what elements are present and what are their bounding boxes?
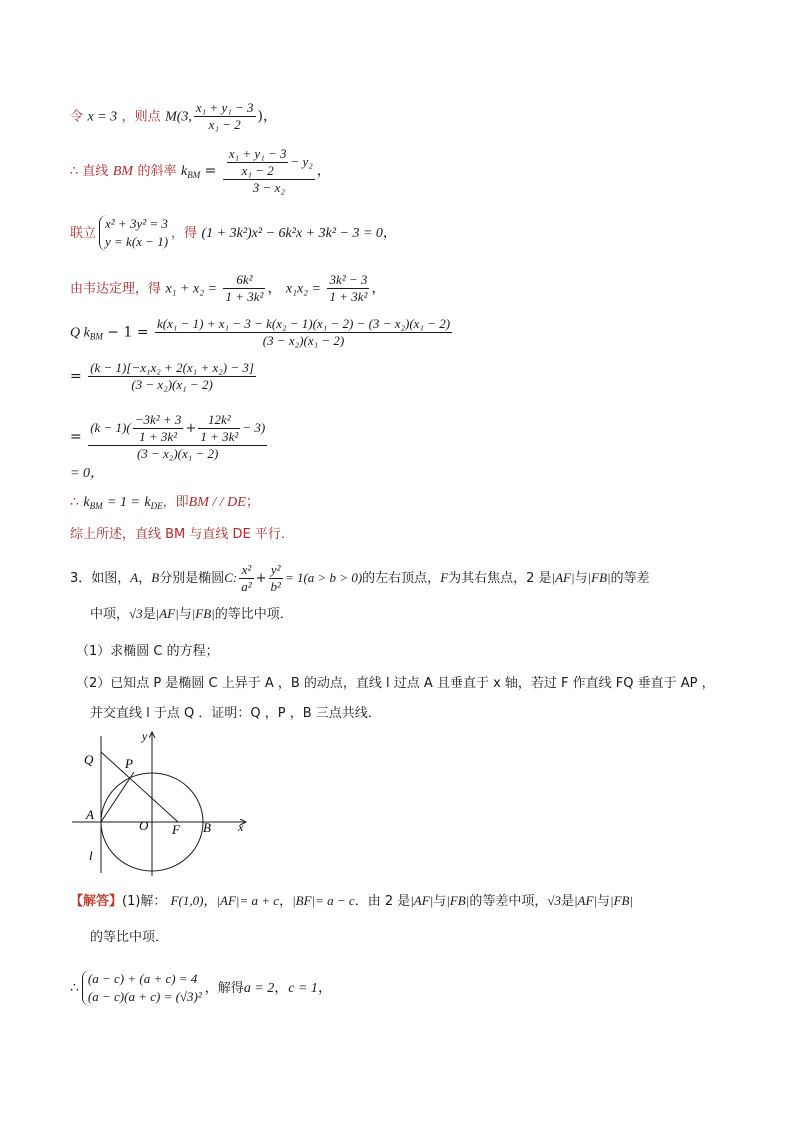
segment-qf: [101, 752, 178, 822]
label-y: y: [142, 729, 148, 743]
fraction: $\frac{\text{x₁ + y₁ − 3}}{\text{x₁ − 2}}$: [195, 100, 254, 132]
segment-ap: [101, 772, 134, 822]
answer-line1: 【解答】(1)解： F(1,0)，|AF|= a + c，|BF|= a − c．由 2 是|AF|与|FB|的等差中项，√3是|AF|与|FB|: [70, 893, 634, 909]
equation-system: x² + 3y² = 3 y = k(x − 1): [99, 215, 168, 251]
line-equals-zero: = 0，: [70, 466, 104, 481]
part-2: （2）已知点 P 是椭圆 C 上异于 A ，B 的动点，直线 l 过点 A 且垂直于 x 轴，若过 F 作直线 FQ 垂直于 AP ，: [76, 676, 715, 691]
answer-system: ∴ (a − c) + (a + c) = 4 (a − c)(a + c) = (√3)² ，解得a = 2，c = 1，: [70, 971, 332, 1004]
line-substituted: = (k − 1)( $\frac{\text{−3k² + 3}}{\text{1 + 3k²}}$ + $\frac{\text{12k²}}{\text{1 + 3k²}}$ − 3) (3 − x₂)(x₁ − 2): [70, 412, 266, 461]
line-kbm-minus-1: Q $k_{BM} - 1$ = $\frac{\text{k(x₁ − 1) + x₁ − 3 − k(x₂ − 1)(x₁ − 2) − (3 − x₂)(x₁ − 2)}}{\text{(3 − x₂)(x₁ − 2)}}$: [70, 316, 451, 348]
label-o: O: [139, 818, 149, 833]
line-parallel: ∴ $k_{BM} = 1 = k_{DE}$，即BM / / DE；: [70, 494, 260, 511]
line-slope-bm: ∴ 直线 BM 的斜率 $k_{BM}$ = $\frac{\text{x₁ + y₁ − 3}}{\text{x₁ − 2}}$ − y₂ 3 − x₂ ，: [70, 146, 331, 195]
part-2-line2: 并交直线 l 于点 Q ．证明：Q ，P ，B 三点共线．: [90, 706, 381, 721]
label-x: x: [238, 820, 244, 834]
answer-line2: 的等比中项．: [90, 930, 169, 945]
ellipse-figure: [70, 728, 260, 878]
line-system: 联立 x² + 3y² = 3 y = k(x − 1) ，得 (1 + 3k²)x² − 6k²x + 3k² − 3 = 0，: [70, 216, 397, 249]
label-b: B: [203, 820, 211, 835]
question-3: 3．如图，A，B分别是椭圆C: $\frac{\text{x²}}{\text{a²}}$ + $\frac{\text{y²}}{\text{b²}}$ = 1(a > b > 0)的左右顶点，F为其右焦点，2 是|AF|与|FB|的等差: [70, 562, 650, 594]
compound-fraction: $\frac{\text{x₁ + y₁ − 3}}{\text{x₁ − 2}}$ − y₂ 3 − x₂: [223, 146, 315, 196]
conclusion: 综上所述，直线 BM 与直线 DE 平行．: [70, 527, 294, 542]
label-l: l: [89, 848, 93, 863]
label-q: Q: [84, 752, 94, 767]
line-set-x3: 令 x = 3 ，则点 M(3, $\frac{\text{x₁ + y₁ − 3}}{\text{x₁ − 2}}$ )，: [70, 100, 277, 132]
line-factored: = $\frac{\text{(k − 1)[−x₁x₂ + 2(x₁ + x₂) − 3]}}{\text{(3 − x₂)(x₁ − 2)}}$: [70, 360, 254, 392]
label-f: F: [172, 822, 180, 837]
part-1: （1）求椭圆 C 的方程；: [76, 644, 219, 659]
label-a: A: [86, 807, 94, 822]
question-3-line2: 中项，√3是|AF|与|FB|的等比中项．: [90, 606, 293, 622]
label-p: P: [125, 756, 133, 771]
line-vieta: 由韦达定理，得 x₁ + x₂ = $\frac{\text{6k²}}{\text{1 + 3k²}}$ ， x₁x₂ = $\frac{\text{3k² − 3}}{\text{1 + 3k²}}$ ，: [70, 272, 386, 304]
